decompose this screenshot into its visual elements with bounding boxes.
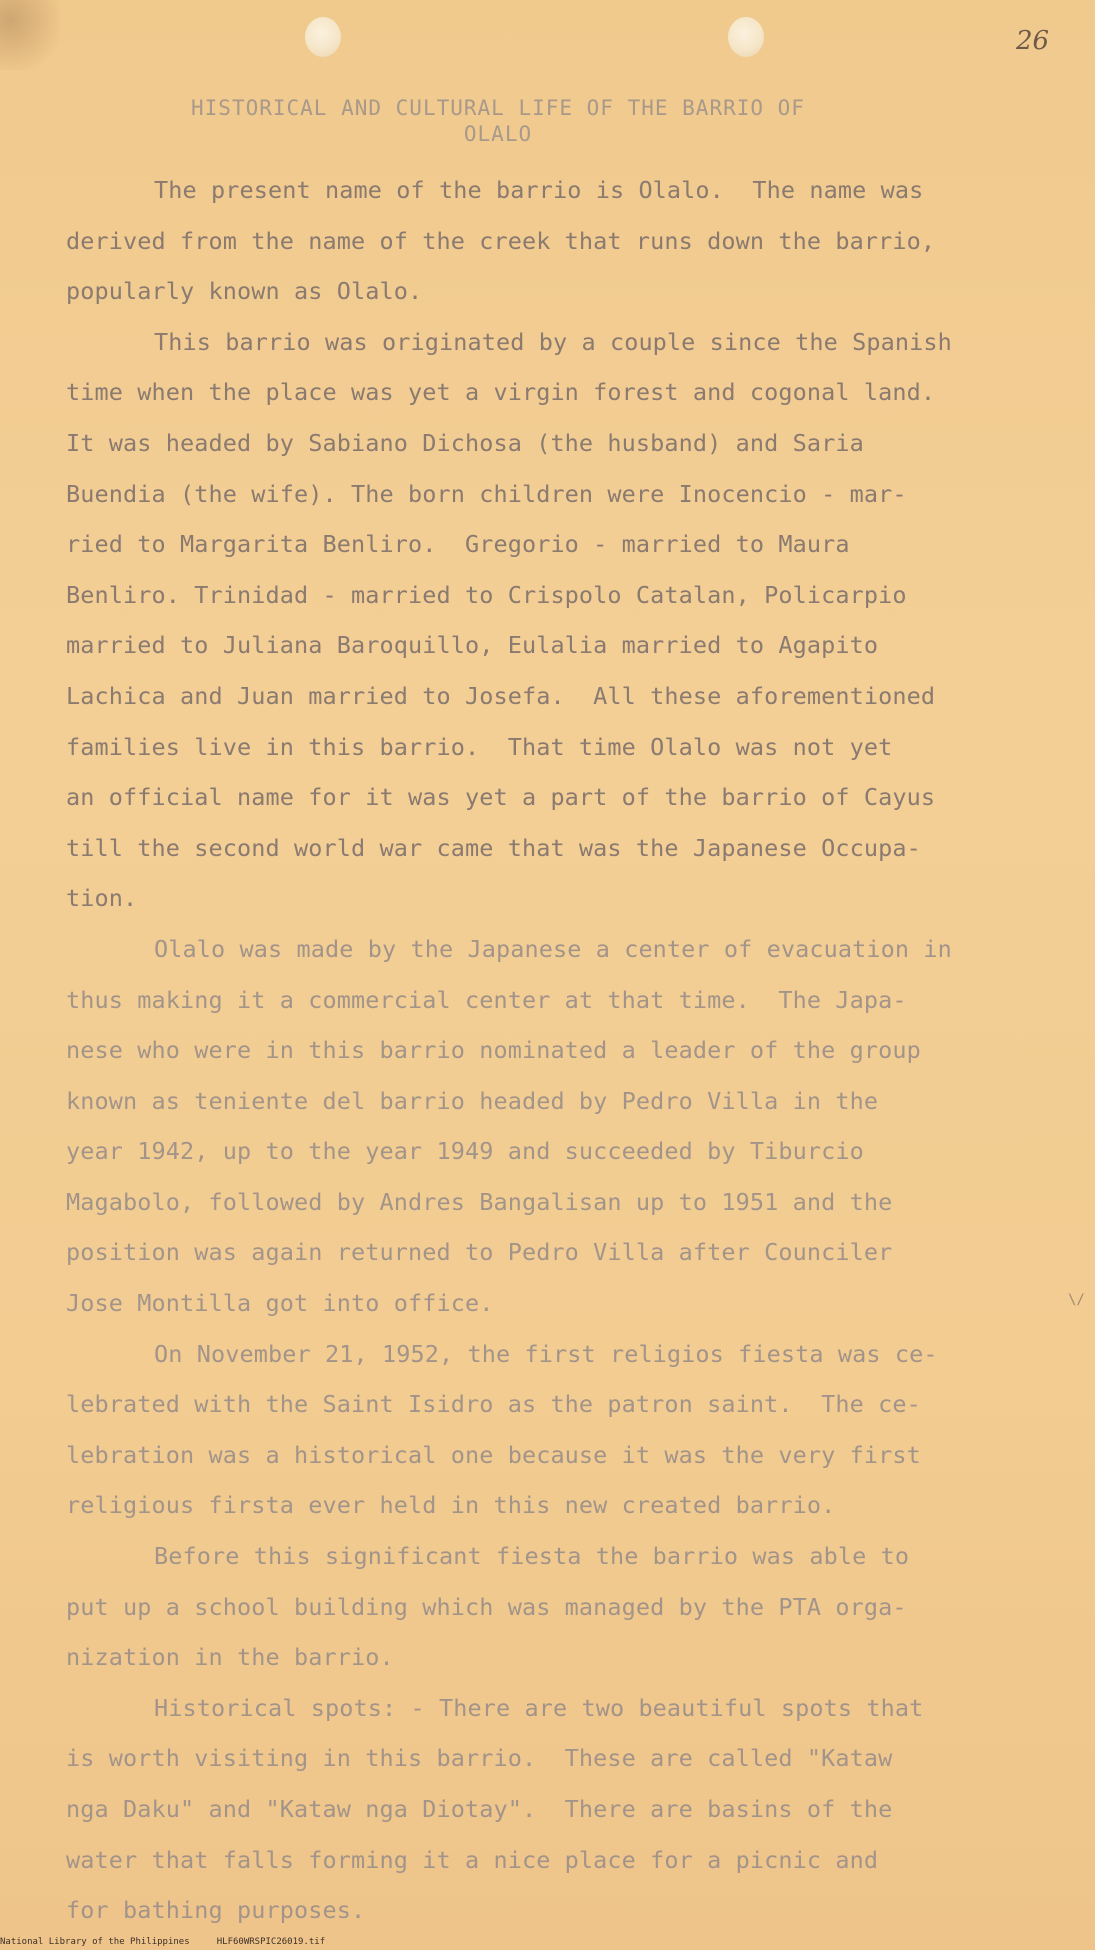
text-line: On November 21, 1952, the first religios fiesta was ce- [154, 1339, 938, 1368]
text-line: Magabolo, followed by Andres Bangalisan up to 1951 and the [66, 1187, 893, 1216]
text-line: nga Daku" and "Kataw nga Diotay". There are basins of the [66, 1795, 893, 1823]
text-line: This barrio was originated by a couple since the Spanish [154, 327, 952, 356]
text-line: Lachica and Juan married to Josefa. All these aforementioned [66, 681, 936, 710]
text-line: Benliro. Trinidad - married to Crispolo Catalan, Policarpio [66, 580, 907, 609]
text-line: Before this significant fiesta the barrio was able to [154, 1542, 910, 1571]
text-line: put up a school building which was managed by the PTA orga- [66, 1592, 907, 1621]
title-line-2: OLALO [463, 122, 533, 146]
text-line: nization in the barrio. [66, 1643, 394, 1672]
archive-footer: National Library of the Philippines HLF60WRSPIC26019.tif [0, 1937, 326, 1947]
text-line: time when the place was yet a virgin forest and cogonal land. [66, 378, 936, 407]
document-body [66, 165, 1066, 1936]
margin-mark: \/ [1068, 1292, 1085, 1308]
text-line: married to Juliana Baroquillo, Eulalia married to Agapito [66, 631, 879, 660]
text-line: The present name of the barrio is Olalo. The name was [154, 176, 924, 204]
text-line: ried to Margarita Benliro. Gregorio - married to Maura [66, 530, 850, 559]
text-line: popularly known as Olalo. [66, 277, 423, 306]
text-line: an official name for it was yet a part of the barrio of Cayus [66, 783, 936, 812]
text-line: is worth visiting in this barrio. These are called "Kataw [66, 1744, 893, 1773]
text-line: religious firsta ever held in this new created barrio. [66, 1491, 836, 1520]
text-line: Historical spots: - There are two beautiful spots that [154, 1693, 924, 1722]
text-line: families live in this barrio. That time Olalo was not yet [66, 732, 893, 761]
page-number: 26 [1016, 26, 1050, 56]
text-line: lebration was a historical one because it was the very first [66, 1440, 921, 1469]
paper-stain [0, 0, 60, 70]
text-line: Olalo was made by the Japanese a center of evacuation in [154, 934, 952, 963]
text-line: for bathing purposes. [66, 1896, 366, 1925]
text-line: nese who were in this barrio nominated a leader of the group [66, 1036, 921, 1065]
punch-hole-right [728, 17, 764, 57]
text-line: year 1942, up to the year 1949 and succeeded by Tiburcio [66, 1137, 864, 1166]
document-title [148, 95, 848, 147]
title-line-1: HISTORICAL AND CULTURAL LIFE OF THE BARRIO OF [191, 96, 805, 120]
text-line: Buendia (the wife). The born children were Inocencio - mar- [66, 479, 907, 508]
text-line: position was again returned to Pedro Villa after Counciler [66, 1238, 893, 1267]
text-line: thus making it a commercial center at that time. The Japa- [66, 985, 907, 1014]
text-line: water that falls forming it a nice place for a picnic and [66, 1845, 879, 1874]
text-line: tion. [66, 884, 138, 913]
text-line: It was headed by Sabiano Dichosa (the husband) and Saria [66, 428, 864, 457]
text-line: derived from the name of the creek that runs down the barrio, [66, 226, 936, 255]
punch-hole-left [305, 17, 341, 57]
text-line: lebrated with the Saint Isidro as the patron saint. The ce- [66, 1390, 921, 1419]
text-line: known as teniente del barrio headed by Pedro Villa in the [66, 1086, 879, 1115]
text-line: Jose Montilla got into office. [66, 1289, 494, 1318]
text-line: till the second world war came that was the Japanese Occupa- [66, 833, 921, 862]
